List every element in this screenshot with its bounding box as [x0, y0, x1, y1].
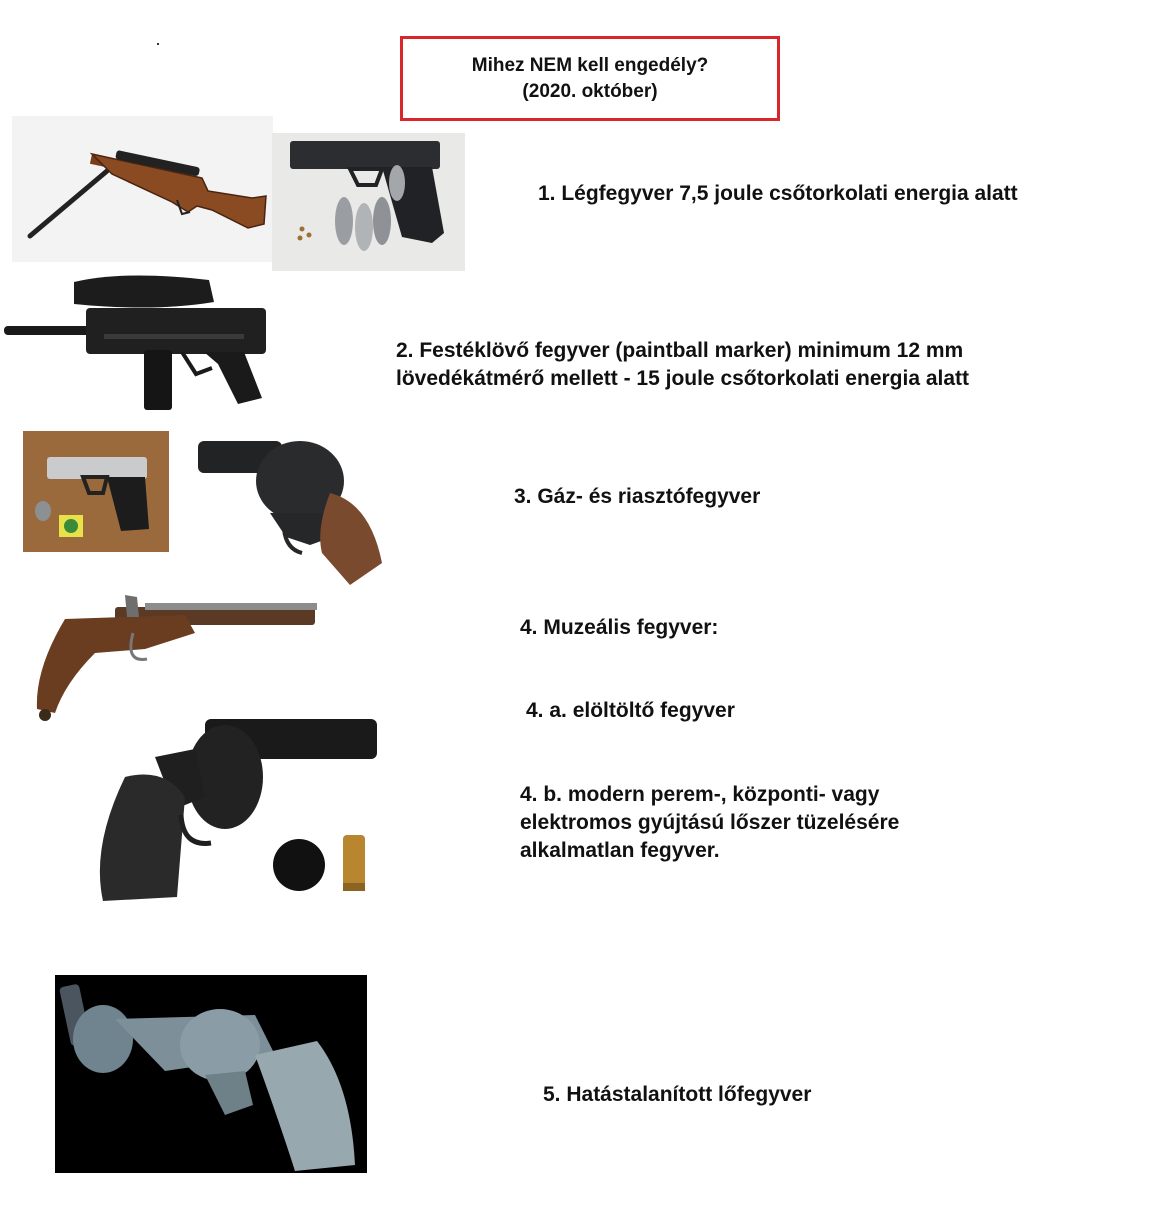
item-1: 1. Légfegyver 7,5 joule csőtorkolati energia alatt [538, 182, 1018, 205]
gas-pistol-icon [23, 431, 169, 552]
item-3: 3. Gáz- és riasztófegyver [514, 485, 761, 508]
item-4b-line-1: 4. b. modern perem-, központi- vagy [520, 783, 880, 806]
flobert-revolver-icon [85, 697, 383, 910]
knotted-revolver-image [55, 975, 367, 1173]
stray-dot [157, 43, 159, 45]
paintball-marker-image [4, 272, 274, 418]
item-2-line-1: 2. Festéklövő fegyver (paintball marker) minimum 12 mm [396, 339, 964, 362]
item-2-line-2: lövedékátmérő mellett - 15 joule csőtorkolati energia alatt [396, 367, 970, 390]
co2-pistol-image [272, 133, 465, 271]
air-rifle-image [12, 116, 273, 262]
item-4: 4. Muzeális fegyver: [520, 616, 719, 639]
title-box [400, 36, 780, 121]
paintball-marker-icon [4, 272, 274, 418]
title-line-1: Mihez NEM kell engedély? [471, 54, 709, 76]
blank-revolver-icon [190, 433, 383, 586]
item-2 [396, 337, 969, 393]
air-rifle-icon [12, 116, 273, 262]
blank-revolver-image [190, 433, 383, 586]
item-4b-line-3: alkalmatlan fegyver. [520, 839, 720, 862]
flobert-revolver-image [85, 697, 383, 910]
gas-pistol-image [23, 431, 169, 552]
co2-air-pistol-icon [272, 133, 465, 271]
title-line-2: (2020. október) [522, 80, 658, 102]
item-5: 5. Hatástalanított lőfegyver [543, 1083, 812, 1106]
item-4b [520, 781, 899, 865]
item-4a: 4. a. elöltöltő fegyver [526, 699, 735, 722]
item-4b-line-2: elektromos gyújtású lőszer tüzelésére [520, 811, 900, 834]
knotted-revolver-sculpture-icon [55, 975, 367, 1173]
